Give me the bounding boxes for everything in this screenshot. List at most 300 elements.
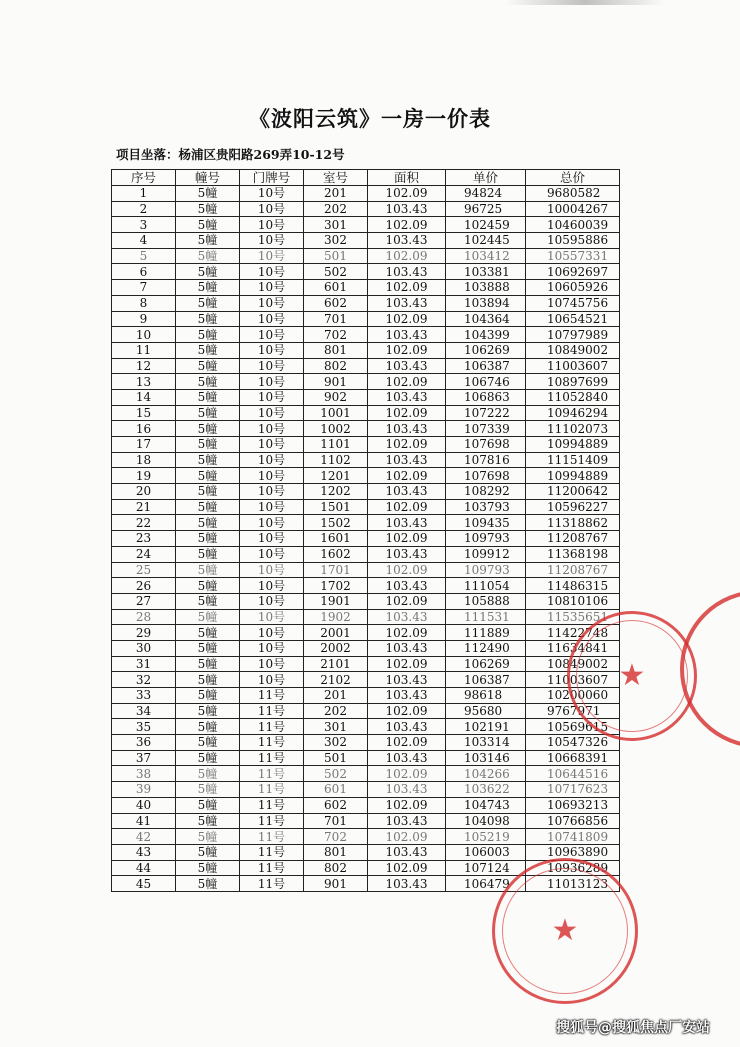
total-price-cell: 10963890 bbox=[526, 844, 620, 860]
row-number-cell: 42 bbox=[112, 829, 176, 845]
total-price-cell: 11003607 bbox=[526, 672, 620, 688]
table-row bbox=[112, 766, 620, 782]
area-cell: 103.43 bbox=[368, 876, 446, 892]
door-number-cell: 10号 bbox=[240, 201, 304, 217]
unit-price-cell: 103793 bbox=[446, 499, 526, 515]
building-number-cell: 5幢 bbox=[176, 437, 240, 453]
unit-price-cell: 104399 bbox=[446, 327, 526, 343]
building-number-cell: 5幢 bbox=[176, 452, 240, 468]
table-row bbox=[112, 201, 620, 217]
table-row bbox=[112, 468, 620, 484]
room-number-cell: 302 bbox=[304, 233, 368, 249]
table-row bbox=[112, 578, 620, 594]
door-number-cell: 10号 bbox=[240, 389, 304, 405]
column-header: 序号 bbox=[112, 170, 176, 186]
unit-price-cell: 111054 bbox=[446, 578, 526, 594]
total-price-cell: 11151409 bbox=[526, 452, 620, 468]
area-cell: 102.09 bbox=[368, 374, 446, 390]
unit-price-cell: 104743 bbox=[446, 797, 526, 813]
unit-price-cell: 107698 bbox=[446, 468, 526, 484]
total-price-cell: 11003607 bbox=[526, 358, 620, 374]
unit-price-cell: 103622 bbox=[446, 782, 526, 798]
door-number-cell: 10号 bbox=[240, 640, 304, 656]
table-row bbox=[112, 719, 620, 735]
unit-price-cell: 106269 bbox=[446, 342, 526, 358]
room-number-cell: 2002 bbox=[304, 640, 368, 656]
row-number-cell: 43 bbox=[112, 844, 176, 860]
room-number-cell: 601 bbox=[304, 280, 368, 296]
table-row bbox=[112, 499, 620, 515]
room-number-cell: 201 bbox=[304, 688, 368, 704]
unit-price-cell: 106387 bbox=[446, 672, 526, 688]
table-row bbox=[112, 342, 620, 358]
room-number-cell: 1001 bbox=[304, 405, 368, 421]
room-number-cell: 901 bbox=[304, 374, 368, 390]
price-table bbox=[111, 169, 620, 892]
row-number-cell: 39 bbox=[112, 782, 176, 798]
table-row bbox=[112, 531, 620, 547]
unit-price-cell: 108292 bbox=[446, 484, 526, 500]
room-number-cell: 602 bbox=[304, 797, 368, 813]
total-price-cell: 10595886 bbox=[526, 233, 620, 249]
unit-price-cell: 103146 bbox=[446, 750, 526, 766]
building-number-cell: 5幢 bbox=[176, 217, 240, 233]
door-number-cell: 10号 bbox=[240, 656, 304, 672]
total-price-cell: 10644516 bbox=[526, 766, 620, 782]
area-cell: 102.09 bbox=[368, 797, 446, 813]
area-cell: 102.09 bbox=[368, 562, 446, 578]
room-number-cell: 2102 bbox=[304, 672, 368, 688]
unit-price-cell: 102459 bbox=[446, 217, 526, 233]
row-number-cell: 2 bbox=[112, 201, 176, 217]
door-number-cell: 10号 bbox=[240, 452, 304, 468]
area-cell: 103.43 bbox=[368, 844, 446, 860]
door-number-cell: 10号 bbox=[240, 562, 304, 578]
row-number-cell: 14 bbox=[112, 389, 176, 405]
unit-price-cell: 106863 bbox=[446, 389, 526, 405]
row-number-cell: 15 bbox=[112, 405, 176, 421]
total-price-cell: 10547326 bbox=[526, 735, 620, 751]
table-header-row bbox=[112, 170, 620, 186]
room-number-cell: 1002 bbox=[304, 421, 368, 437]
room-number-cell: 1702 bbox=[304, 578, 368, 594]
room-number-cell: 801 bbox=[304, 844, 368, 860]
unit-price-cell: 94824 bbox=[446, 186, 526, 202]
unit-price-cell: 106387 bbox=[446, 358, 526, 374]
room-number-cell: 602 bbox=[304, 295, 368, 311]
area-cell: 103.43 bbox=[368, 452, 446, 468]
room-number-cell: 501 bbox=[304, 248, 368, 264]
door-number-cell: 10号 bbox=[240, 264, 304, 280]
row-number-cell: 36 bbox=[112, 735, 176, 751]
room-number-cell: 801 bbox=[304, 342, 368, 358]
room-number-cell: 702 bbox=[304, 327, 368, 343]
total-price-cell: 10994889 bbox=[526, 468, 620, 484]
total-price-cell: 10849002 bbox=[526, 342, 620, 358]
room-number-cell: 502 bbox=[304, 264, 368, 280]
total-price-cell: 10605926 bbox=[526, 280, 620, 296]
total-price-cell: 10797989 bbox=[526, 327, 620, 343]
row-number-cell: 41 bbox=[112, 813, 176, 829]
area-cell: 103.43 bbox=[368, 688, 446, 704]
row-number-cell: 38 bbox=[112, 766, 176, 782]
door-number-cell: 10号 bbox=[240, 248, 304, 264]
unit-price-cell: 106003 bbox=[446, 844, 526, 860]
row-number-cell: 32 bbox=[112, 672, 176, 688]
table-row bbox=[112, 405, 620, 421]
unit-price-cell: 102191 bbox=[446, 719, 526, 735]
room-number-cell: 1101 bbox=[304, 437, 368, 453]
room-number-cell: 1202 bbox=[304, 484, 368, 500]
table-row bbox=[112, 264, 620, 280]
unit-price-cell: 107124 bbox=[446, 860, 526, 876]
row-number-cell: 45 bbox=[112, 876, 176, 892]
row-number-cell: 21 bbox=[112, 499, 176, 515]
unit-price-cell: 107339 bbox=[446, 421, 526, 437]
total-price-cell: 10557331 bbox=[526, 248, 620, 264]
row-number-cell: 27 bbox=[112, 593, 176, 609]
door-number-cell: 10号 bbox=[240, 546, 304, 562]
door-number-cell: 11号 bbox=[240, 735, 304, 751]
door-number-cell: 10号 bbox=[240, 437, 304, 453]
room-number-cell: 301 bbox=[304, 719, 368, 735]
building-number-cell: 5幢 bbox=[176, 389, 240, 405]
unit-price-cell: 106479 bbox=[446, 876, 526, 892]
building-number-cell: 5幢 bbox=[176, 593, 240, 609]
door-number-cell: 11号 bbox=[240, 719, 304, 735]
area-cell: 103.43 bbox=[368, 389, 446, 405]
table-row bbox=[112, 248, 620, 264]
total-price-cell: 10717623 bbox=[526, 782, 620, 798]
unit-price-cell: 103381 bbox=[446, 264, 526, 280]
room-number-cell: 502 bbox=[304, 766, 368, 782]
table-row bbox=[112, 484, 620, 500]
room-number-cell: 1601 bbox=[304, 531, 368, 547]
door-number-cell: 10号 bbox=[240, 609, 304, 625]
building-number-cell: 5幢 bbox=[176, 280, 240, 296]
unit-price-cell: 103412 bbox=[446, 248, 526, 264]
total-price-cell: 10810106 bbox=[526, 593, 620, 609]
unit-price-cell: 111889 bbox=[446, 625, 526, 641]
room-number-cell: 802 bbox=[304, 860, 368, 876]
table-row bbox=[112, 389, 620, 405]
row-number-cell: 40 bbox=[112, 797, 176, 813]
row-number-cell: 26 bbox=[112, 578, 176, 594]
unit-price-cell: 112490 bbox=[446, 640, 526, 656]
page-title: 《波阳云筑》一房一价表 bbox=[249, 106, 491, 131]
building-number-cell: 5幢 bbox=[176, 264, 240, 280]
building-number-cell: 5幢 bbox=[176, 248, 240, 264]
total-price-cell: 11052840 bbox=[526, 389, 620, 405]
room-number-cell: 2101 bbox=[304, 656, 368, 672]
table-row bbox=[112, 797, 620, 813]
door-number-cell: 10号 bbox=[240, 374, 304, 390]
total-price-cell: 10897699 bbox=[526, 374, 620, 390]
door-number-cell: 10号 bbox=[240, 295, 304, 311]
total-price-cell: 11208767 bbox=[526, 562, 620, 578]
table-row bbox=[112, 421, 620, 437]
building-number-cell: 5幢 bbox=[176, 844, 240, 860]
total-price-cell: 11102073 bbox=[526, 421, 620, 437]
row-number-cell: 23 bbox=[112, 531, 176, 547]
row-number-cell: 8 bbox=[112, 295, 176, 311]
door-number-cell: 10号 bbox=[240, 405, 304, 421]
area-cell: 102.09 bbox=[368, 468, 446, 484]
building-number-cell: 5幢 bbox=[176, 515, 240, 531]
building-number-cell: 5幢 bbox=[176, 625, 240, 641]
building-number-cell: 5幢 bbox=[176, 342, 240, 358]
row-number-cell: 17 bbox=[112, 437, 176, 453]
unit-price-cell: 103888 bbox=[446, 280, 526, 296]
table-row bbox=[112, 327, 620, 343]
building-number-cell: 5幢 bbox=[176, 186, 240, 202]
building-number-cell: 5幢 bbox=[176, 201, 240, 217]
area-cell: 102.09 bbox=[368, 342, 446, 358]
door-number-cell: 10号 bbox=[240, 358, 304, 374]
area-cell: 103.43 bbox=[368, 233, 446, 249]
table-row bbox=[112, 311, 620, 327]
room-number-cell: 1602 bbox=[304, 546, 368, 562]
area-cell: 102.09 bbox=[368, 703, 446, 719]
area-cell: 103.43 bbox=[368, 484, 446, 500]
unit-price-cell: 107222 bbox=[446, 405, 526, 421]
building-number-cell: 5幢 bbox=[176, 813, 240, 829]
building-number-cell: 5幢 bbox=[176, 656, 240, 672]
total-price-cell: 10004267 bbox=[526, 201, 620, 217]
building-number-cell: 5幢 bbox=[176, 233, 240, 249]
column-header: 单价 bbox=[446, 170, 526, 186]
total-price-cell: 10849002 bbox=[526, 656, 620, 672]
table-row bbox=[112, 186, 620, 202]
row-number-cell: 19 bbox=[112, 468, 176, 484]
building-number-cell: 5幢 bbox=[176, 735, 240, 751]
row-number-cell: 16 bbox=[112, 421, 176, 437]
unit-price-cell: 104098 bbox=[446, 813, 526, 829]
unit-price-cell: 104364 bbox=[446, 311, 526, 327]
area-cell: 103.43 bbox=[368, 672, 446, 688]
total-price-cell: 10596227 bbox=[526, 499, 620, 515]
total-price-cell: 11368198 bbox=[526, 546, 620, 562]
row-number-cell: 37 bbox=[112, 750, 176, 766]
area-cell: 102.09 bbox=[368, 735, 446, 751]
total-price-cell: 9767971 bbox=[526, 703, 620, 719]
building-number-cell: 5幢 bbox=[176, 672, 240, 688]
unit-price-cell: 102445 bbox=[446, 233, 526, 249]
table-row bbox=[112, 593, 620, 609]
row-number-cell: 18 bbox=[112, 452, 176, 468]
unit-price-cell: 98618 bbox=[446, 688, 526, 704]
area-cell: 102.09 bbox=[368, 186, 446, 202]
table-row bbox=[112, 625, 620, 641]
building-number-cell: 5幢 bbox=[176, 295, 240, 311]
table-row bbox=[112, 672, 620, 688]
unit-price-cell: 96725 bbox=[446, 201, 526, 217]
area-cell: 103.43 bbox=[368, 358, 446, 374]
door-number-cell: 11号 bbox=[240, 813, 304, 829]
total-price-cell: 10693213 bbox=[526, 797, 620, 813]
table-row bbox=[112, 515, 620, 531]
total-price-cell: 10668391 bbox=[526, 750, 620, 766]
area-cell: 103.43 bbox=[368, 750, 446, 766]
watermark: 搜狐号@搜狐焦点厂安站 bbox=[556, 1020, 710, 1036]
column-header: 总价 bbox=[526, 170, 620, 186]
area-cell: 102.09 bbox=[368, 829, 446, 845]
total-price-cell: 11422748 bbox=[526, 625, 620, 641]
door-number-cell: 11号 bbox=[240, 876, 304, 892]
unit-price-cell: 103894 bbox=[446, 295, 526, 311]
building-number-cell: 5幢 bbox=[176, 531, 240, 547]
unit-price-cell: 104266 bbox=[446, 766, 526, 782]
building-number-cell: 5幢 bbox=[176, 703, 240, 719]
row-number-cell: 35 bbox=[112, 719, 176, 735]
table-body bbox=[112, 186, 620, 892]
row-number-cell: 33 bbox=[112, 688, 176, 704]
total-price-cell: 11208767 bbox=[526, 531, 620, 547]
official-seal: ★ bbox=[492, 858, 638, 1004]
door-number-cell: 10号 bbox=[240, 484, 304, 500]
row-number-cell: 13 bbox=[112, 374, 176, 390]
area-cell: 102.09 bbox=[368, 437, 446, 453]
area-cell: 102.09 bbox=[368, 531, 446, 547]
building-number-cell: 5幢 bbox=[176, 609, 240, 625]
table-row bbox=[112, 860, 620, 876]
row-number-cell: 28 bbox=[112, 609, 176, 625]
total-price-cell: 10946294 bbox=[526, 405, 620, 421]
table-row bbox=[112, 437, 620, 453]
building-number-cell: 5幢 bbox=[176, 797, 240, 813]
total-price-cell: 11318862 bbox=[526, 515, 620, 531]
building-number-cell: 5幢 bbox=[176, 421, 240, 437]
table-row bbox=[112, 217, 620, 233]
table-row bbox=[112, 280, 620, 296]
room-number-cell: 701 bbox=[304, 311, 368, 327]
room-number-cell: 1102 bbox=[304, 452, 368, 468]
unit-price-cell: 109793 bbox=[446, 562, 526, 578]
building-number-cell: 5幢 bbox=[176, 750, 240, 766]
table-row bbox=[112, 609, 620, 625]
total-price-cell: 10766856 bbox=[526, 813, 620, 829]
row-number-cell: 44 bbox=[112, 860, 176, 876]
room-number-cell: 2001 bbox=[304, 625, 368, 641]
unit-price-cell: 105219 bbox=[446, 829, 526, 845]
column-header: 面积 bbox=[368, 170, 446, 186]
area-cell: 103.43 bbox=[368, 546, 446, 562]
building-number-cell: 5幢 bbox=[176, 468, 240, 484]
row-number-cell: 7 bbox=[112, 280, 176, 296]
table-row bbox=[112, 358, 620, 374]
building-number-cell: 5幢 bbox=[176, 766, 240, 782]
row-number-cell: 12 bbox=[112, 358, 176, 374]
row-number-cell: 30 bbox=[112, 640, 176, 656]
door-number-cell: 10号 bbox=[240, 342, 304, 358]
building-number-cell: 5幢 bbox=[176, 374, 240, 390]
area-cell: 102.09 bbox=[368, 405, 446, 421]
area-cell: 102.09 bbox=[368, 248, 446, 264]
row-number-cell: 34 bbox=[112, 703, 176, 719]
door-number-cell: 10号 bbox=[240, 672, 304, 688]
area-cell: 102.09 bbox=[368, 593, 446, 609]
table-row bbox=[112, 233, 620, 249]
row-number-cell: 22 bbox=[112, 515, 176, 531]
area-cell: 103.43 bbox=[368, 719, 446, 735]
table-row bbox=[112, 735, 620, 751]
area-cell: 103.43 bbox=[368, 327, 446, 343]
table-row bbox=[112, 295, 620, 311]
table-row bbox=[112, 782, 620, 798]
unit-price-cell: 107698 bbox=[446, 437, 526, 453]
door-number-cell: 10号 bbox=[240, 468, 304, 484]
building-number-cell: 5幢 bbox=[176, 860, 240, 876]
building-number-cell: 5幢 bbox=[176, 719, 240, 735]
building-number-cell: 5幢 bbox=[176, 688, 240, 704]
area-cell: 102.09 bbox=[368, 766, 446, 782]
building-number-cell: 5幢 bbox=[176, 327, 240, 343]
table-row bbox=[112, 562, 620, 578]
building-number-cell: 5幢 bbox=[176, 546, 240, 562]
area-cell: 103.43 bbox=[368, 295, 446, 311]
room-number-cell: 601 bbox=[304, 782, 368, 798]
area-cell: 102.09 bbox=[368, 217, 446, 233]
door-number-cell: 11号 bbox=[240, 782, 304, 798]
total-price-cell: 10692697 bbox=[526, 264, 620, 280]
unit-price-cell: 103314 bbox=[446, 735, 526, 751]
total-price-cell: 10741809 bbox=[526, 829, 620, 845]
row-number-cell: 1 bbox=[112, 186, 176, 202]
door-number-cell: 10号 bbox=[240, 217, 304, 233]
table-row bbox=[112, 546, 620, 562]
unit-price-cell: 106269 bbox=[446, 656, 526, 672]
total-price-cell: 10654521 bbox=[526, 311, 620, 327]
row-number-cell: 3 bbox=[112, 217, 176, 233]
building-number-cell: 5幢 bbox=[176, 876, 240, 892]
row-number-cell: 4 bbox=[112, 233, 176, 249]
unit-price-cell: 109912 bbox=[446, 546, 526, 562]
building-number-cell: 5幢 bbox=[176, 578, 240, 594]
total-price-cell: 11634841 bbox=[526, 640, 620, 656]
table-row bbox=[112, 876, 620, 892]
building-number-cell: 5幢 bbox=[176, 405, 240, 421]
total-price-cell: 10200060 bbox=[526, 688, 620, 704]
table-row bbox=[112, 640, 620, 656]
table-row bbox=[112, 750, 620, 766]
area-cell: 103.43 bbox=[368, 264, 446, 280]
area-cell: 103.43 bbox=[368, 640, 446, 656]
column-header: 幢号 bbox=[176, 170, 240, 186]
total-price-cell: 10936289 bbox=[526, 860, 620, 876]
table-row bbox=[112, 813, 620, 829]
unit-price-cell: 106746 bbox=[446, 374, 526, 390]
building-number-cell: 5幢 bbox=[176, 782, 240, 798]
row-number-cell: 10 bbox=[112, 327, 176, 343]
area-cell: 103.43 bbox=[368, 201, 446, 217]
row-number-cell: 11 bbox=[112, 342, 176, 358]
door-number-cell: 10号 bbox=[240, 311, 304, 327]
building-number-cell: 5幢 bbox=[176, 829, 240, 845]
door-number-cell: 11号 bbox=[240, 829, 304, 845]
unit-price-cell: 109435 bbox=[446, 515, 526, 531]
building-number-cell: 5幢 bbox=[176, 484, 240, 500]
unit-price-cell: 111531 bbox=[446, 609, 526, 625]
total-price-cell: 10994889 bbox=[526, 437, 620, 453]
room-number-cell: 902 bbox=[304, 389, 368, 405]
total-price-cell: 10569615 bbox=[526, 719, 620, 735]
door-number-cell: 10号 bbox=[240, 233, 304, 249]
scan-smudge bbox=[505, 0, 665, 5]
total-price-cell: 10745756 bbox=[526, 295, 620, 311]
door-number-cell: 10号 bbox=[240, 515, 304, 531]
official-seal: ★ bbox=[567, 611, 697, 741]
row-number-cell: 31 bbox=[112, 656, 176, 672]
